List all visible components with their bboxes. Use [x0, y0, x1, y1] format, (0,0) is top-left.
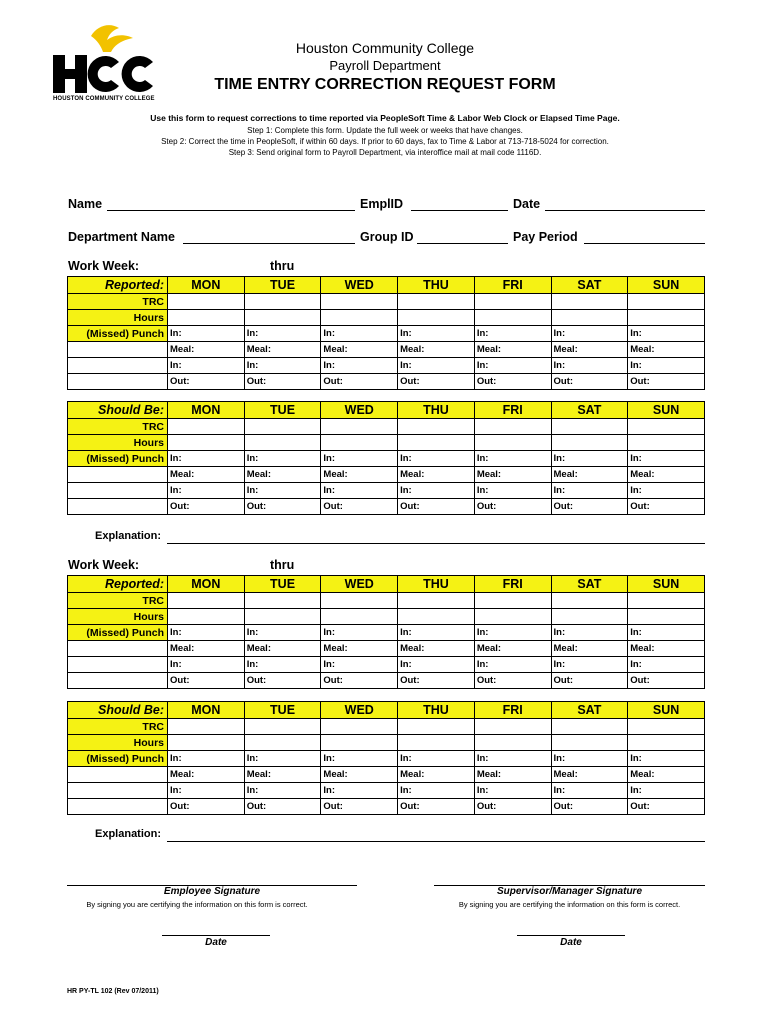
hours-cell[interactable]: [474, 310, 551, 326]
week1-reported-table: [67, 276, 705, 390]
hours-cell[interactable]: [244, 310, 321, 326]
out-cell[interactable]: Out:: [168, 799, 245, 815]
trc-label: TRC: [68, 294, 168, 310]
in-cell[interactable]: In:: [244, 625, 321, 641]
emplid-label: EmplID: [360, 197, 404, 211]
day-header: WED: [321, 702, 398, 719]
hours-cell[interactable]: [321, 609, 398, 625]
out-cell[interactable]: Out:: [628, 499, 705, 515]
day-header: WED: [321, 277, 398, 294]
work-week-label: Work Week:: [68, 259, 140, 273]
in-cell[interactable]: In:: [321, 751, 398, 767]
meal-cell[interactable]: Meal:: [474, 342, 551, 358]
trc-cell[interactable]: [474, 593, 551, 609]
hours-cell[interactable]: [168, 435, 245, 451]
hours-cell[interactable]: [551, 435, 628, 451]
day-header: FRI: [474, 702, 551, 719]
out-cell[interactable]: Out:: [398, 374, 475, 390]
reported-label: Reported:: [68, 576, 168, 593]
trc-cell[interactable]: [628, 593, 705, 609]
hours-cell[interactable]: [244, 609, 321, 625]
group-id-field[interactable]: [417, 243, 508, 244]
hours-cell[interactable]: [321, 735, 398, 751]
in-cell[interactable]: In:: [551, 625, 628, 641]
out-cell[interactable]: Out:: [551, 374, 628, 390]
day-header: SUN: [628, 277, 705, 294]
in-cell[interactable]: In:: [551, 326, 628, 342]
hours-cell[interactable]: [398, 609, 475, 625]
meal-cell[interactable]: Meal:: [474, 641, 551, 657]
in-cell[interactable]: In:: [244, 326, 321, 342]
row-spacer: [68, 374, 168, 390]
in-cell[interactable]: In:: [244, 483, 321, 499]
day-header: MON: [168, 702, 245, 719]
hours-cell[interactable]: [321, 435, 398, 451]
trc-cell[interactable]: [398, 419, 475, 435]
row-spacer: [68, 483, 168, 499]
in-cell[interactable]: In:: [474, 625, 551, 641]
meal-cell[interactable]: Meal:: [321, 641, 398, 657]
in-cell[interactable]: In:: [168, 751, 245, 767]
in-cell[interactable]: In:: [321, 326, 398, 342]
meal-cell[interactable]: Meal:: [551, 467, 628, 483]
meal-cell[interactable]: Meal:: [168, 467, 245, 483]
department-name: Payroll Department: [329, 58, 441, 73]
hours-cell[interactable]: [168, 735, 245, 751]
meal-cell[interactable]: Meal:: [398, 767, 475, 783]
day-header: SUN: [628, 576, 705, 593]
in-cell[interactable]: In:: [168, 657, 245, 673]
in-cell[interactable]: In:: [551, 451, 628, 467]
department-field[interactable]: [183, 243, 355, 244]
should-be-label: Should Be:: [68, 702, 168, 719]
meal-cell[interactable]: Meal:: [398, 342, 475, 358]
in-cell[interactable]: In:: [628, 751, 705, 767]
trc-cell[interactable]: [244, 294, 321, 310]
in-cell[interactable]: In:: [398, 451, 475, 467]
in-cell[interactable]: In:: [551, 657, 628, 673]
missed-punch-label: (Missed) Punch: [68, 451, 168, 467]
instructions-step2: Step 2: Correct the time in PeopleSoft, if within 60 days. If prior to 60 days, fax to Time & Labor at 713-718-5024 for correction.: [161, 137, 609, 146]
in-cell[interactable]: In:: [168, 358, 245, 374]
in-cell[interactable]: In:: [244, 451, 321, 467]
day-header: WED: [321, 576, 398, 593]
should-be-label: Should Be:: [68, 402, 168, 419]
out-cell[interactable]: Out:: [168, 673, 245, 689]
in-cell[interactable]: In:: [168, 783, 245, 799]
out-cell[interactable]: Out:: [244, 673, 321, 689]
in-cell[interactable]: In:: [398, 358, 475, 374]
in-cell[interactable]: In:: [551, 751, 628, 767]
thru-label: thru: [270, 259, 295, 273]
meal-cell[interactable]: Meal:: [628, 467, 705, 483]
in-cell[interactable]: In:: [628, 358, 705, 374]
in-cell[interactable]: In:: [398, 483, 475, 499]
department-label: Department Name: [68, 230, 175, 244]
hours-cell[interactable]: [551, 609, 628, 625]
meal-cell[interactable]: Meal:: [168, 641, 245, 657]
in-cell[interactable]: In:: [244, 783, 321, 799]
explanation-label: Explanation:: [95, 828, 162, 840]
day-header: FRI: [474, 402, 551, 419]
trc-cell[interactable]: [321, 719, 398, 735]
day-header: TUE: [244, 277, 321, 294]
hours-cell[interactable]: [398, 435, 475, 451]
in-cell[interactable]: In:: [628, 625, 705, 641]
trc-cell[interactable]: [321, 419, 398, 435]
day-header: FRI: [474, 576, 551, 593]
reported-label: Reported:: [68, 277, 168, 294]
trc-cell[interactable]: [168, 294, 245, 310]
in-cell[interactable]: In:: [398, 625, 475, 641]
day-header: TUE: [244, 402, 321, 419]
hours-cell[interactable]: [398, 310, 475, 326]
trc-cell[interactable]: [551, 419, 628, 435]
out-cell[interactable]: Out:: [321, 499, 398, 515]
in-cell[interactable]: In:: [244, 657, 321, 673]
trc-cell[interactable]: [398, 593, 475, 609]
row-spacer: [68, 657, 168, 673]
college-name: Houston Community College: [295, 40, 475, 56]
meal-cell[interactable]: Meal:: [551, 641, 628, 657]
in-cell[interactable]: In:: [628, 783, 705, 799]
trc-cell[interactable]: [321, 593, 398, 609]
trc-cell[interactable]: [474, 719, 551, 735]
trc-cell[interactable]: [244, 719, 321, 735]
in-cell[interactable]: In:: [244, 358, 321, 374]
meal-cell[interactable]: Meal:: [551, 767, 628, 783]
name-field[interactable]: [107, 210, 355, 211]
hours-cell[interactable]: [551, 735, 628, 751]
meal-cell[interactable]: Meal:: [168, 767, 245, 783]
work-week-label: Work Week:: [68, 558, 140, 572]
out-cell[interactable]: Out:: [321, 799, 398, 815]
week2-reported-table: [67, 575, 705, 689]
employee-date-label: Date: [205, 937, 227, 948]
hours-cell[interactable]: [628, 735, 705, 751]
hours-label: Hours: [68, 609, 168, 625]
trc-cell[interactable]: [628, 294, 705, 310]
supervisor-date-field[interactable]: [517, 935, 625, 936]
in-cell[interactable]: In:: [551, 358, 628, 374]
in-cell[interactable]: In:: [168, 326, 245, 342]
out-cell[interactable]: Out:: [244, 499, 321, 515]
in-cell[interactable]: In:: [321, 483, 398, 499]
group-id-label: Group ID: [360, 230, 414, 244]
day-header: THU: [398, 277, 475, 294]
supervisor-certify-note: By signing you are certifying the information on this form is correct.: [458, 900, 681, 909]
missed-punch-label: (Missed) Punch: [68, 625, 168, 641]
hours-cell[interactable]: [474, 735, 551, 751]
in-cell[interactable]: In:: [398, 657, 475, 673]
trc-cell[interactable]: [551, 719, 628, 735]
meal-cell[interactable]: Meal:: [321, 767, 398, 783]
in-cell[interactable]: In:: [321, 451, 398, 467]
in-cell[interactable]: In:: [551, 783, 628, 799]
day-header: SAT: [551, 277, 628, 294]
out-cell[interactable]: Out:: [474, 374, 551, 390]
supervisor-signature-label: Supervisor/Manager Signature: [496, 886, 643, 897]
out-cell[interactable]: Out:: [551, 799, 628, 815]
hours-cell[interactable]: [321, 310, 398, 326]
row-spacer: [68, 641, 168, 657]
instructions-step3: Step 3: Send original form to Payroll Department, via interoffice mail at mail code 1116D.: [228, 148, 542, 157]
day-header: SAT: [551, 576, 628, 593]
in-cell[interactable]: In:: [628, 326, 705, 342]
trc-cell[interactable]: [474, 419, 551, 435]
meal-cell[interactable]: Meal:: [551, 342, 628, 358]
supervisor-date-label: Date: [560, 937, 582, 948]
explanation-label: Explanation:: [95, 530, 162, 542]
out-cell[interactable]: Out:: [244, 374, 321, 390]
out-cell[interactable]: Out:: [321, 673, 398, 689]
hours-cell[interactable]: [628, 609, 705, 625]
meal-cell[interactable]: Meal:: [474, 467, 551, 483]
meal-cell[interactable]: Meal:: [474, 767, 551, 783]
row-spacer: [68, 467, 168, 483]
out-cell[interactable]: Out:: [474, 499, 551, 515]
trc-cell[interactable]: [168, 719, 245, 735]
trc-cell[interactable]: [398, 719, 475, 735]
trc-cell[interactable]: [321, 294, 398, 310]
hours-label: Hours: [68, 735, 168, 751]
row-spacer: [68, 358, 168, 374]
day-header: TUE: [244, 576, 321, 593]
day-header: SUN: [628, 702, 705, 719]
meal-cell[interactable]: Meal:: [628, 767, 705, 783]
row-spacer: [68, 499, 168, 515]
emplid-field[interactable]: [411, 210, 508, 211]
in-cell[interactable]: In:: [474, 358, 551, 374]
hours-label: Hours: [68, 310, 168, 326]
meal-cell[interactable]: Meal:: [628, 641, 705, 657]
trc-cell[interactable]: [244, 593, 321, 609]
day-header: THU: [398, 702, 475, 719]
in-cell[interactable]: In:: [321, 783, 398, 799]
day-header: MON: [168, 277, 245, 294]
hours-cell[interactable]: [168, 609, 245, 625]
in-cell[interactable]: In:: [168, 451, 245, 467]
in-cell[interactable]: In:: [551, 483, 628, 499]
out-cell[interactable]: Out:: [628, 374, 705, 390]
trc-cell[interactable]: [551, 294, 628, 310]
in-cell[interactable]: In:: [628, 657, 705, 673]
hours-label: Hours: [68, 435, 168, 451]
meal-cell[interactable]: Meal:: [244, 767, 321, 783]
out-cell[interactable]: Out:: [168, 374, 245, 390]
meal-cell[interactable]: Meal:: [244, 467, 321, 483]
meal-cell[interactable]: Meal:: [244, 342, 321, 358]
out-cell[interactable]: Out:: [398, 499, 475, 515]
employee-date-field[interactable]: [162, 935, 270, 936]
meal-cell[interactable]: Meal:: [398, 467, 475, 483]
explanation-field[interactable]: [167, 543, 705, 544]
trc-cell[interactable]: [551, 593, 628, 609]
trc-cell[interactable]: [398, 294, 475, 310]
row-spacer: [68, 799, 168, 815]
in-cell[interactable]: In:: [474, 483, 551, 499]
row-spacer: [68, 342, 168, 358]
meal-cell[interactable]: Meal:: [628, 342, 705, 358]
day-header: SAT: [551, 702, 628, 719]
trc-cell[interactable]: [628, 719, 705, 735]
instructions-step1: Step 1: Complete this form. Update the full week or weeks that have changes.: [247, 126, 523, 135]
employee-certify-note: By signing you are certifying the information on this form is correct.: [86, 900, 308, 909]
out-cell[interactable]: Out:: [551, 499, 628, 515]
in-cell[interactable]: In:: [168, 625, 245, 641]
hours-cell[interactable]: [474, 435, 551, 451]
instructions-intro: Use this form to request corrections to time reported via PeopleSoft Time & Labor Web Clock or Elapsed Time Page.: [150, 113, 620, 123]
day-header: WED: [321, 402, 398, 419]
in-cell[interactable]: In:: [321, 358, 398, 374]
hours-cell[interactable]: [168, 310, 245, 326]
in-cell[interactable]: In:: [474, 326, 551, 342]
trc-cell[interactable]: [628, 419, 705, 435]
meal-cell[interactable]: Meal:: [398, 641, 475, 657]
row-spacer: [68, 673, 168, 689]
form-title: TIME ENTRY CORRECTION REQUEST FORM: [214, 76, 556, 93]
row-spacer: [68, 767, 168, 783]
in-cell[interactable]: In:: [168, 483, 245, 499]
logo-subtitle: HOUSTON COMMUNITY COLLEGE: [53, 96, 155, 102]
pay-period-field[interactable]: [584, 243, 705, 244]
in-cell[interactable]: In:: [398, 326, 475, 342]
explanation-field[interactable]: [167, 841, 705, 842]
day-header: MON: [168, 402, 245, 419]
out-cell[interactable]: Out:: [474, 799, 551, 815]
in-cell[interactable]: In:: [321, 657, 398, 673]
hours-cell[interactable]: [551, 310, 628, 326]
meal-cell[interactable]: Meal:: [168, 342, 245, 358]
trc-cell[interactable]: [244, 419, 321, 435]
hours-cell[interactable]: [474, 609, 551, 625]
out-cell[interactable]: Out:: [551, 673, 628, 689]
trc-label: TRC: [68, 593, 168, 609]
in-cell[interactable]: In:: [474, 751, 551, 767]
meal-cell[interactable]: Meal:: [244, 641, 321, 657]
row-spacer: [68, 783, 168, 799]
meal-cell[interactable]: Meal:: [321, 342, 398, 358]
in-cell[interactable]: In:: [398, 783, 475, 799]
trc-cell[interactable]: [168, 419, 245, 435]
out-cell[interactable]: Out:: [628, 799, 705, 815]
pay-period-label: Pay Period: [513, 230, 578, 244]
day-header: TUE: [244, 702, 321, 719]
hours-cell[interactable]: [244, 435, 321, 451]
in-cell[interactable]: In:: [398, 751, 475, 767]
out-cell[interactable]: Out:: [321, 374, 398, 390]
day-header: SUN: [628, 402, 705, 419]
meal-cell[interactable]: Meal:: [321, 467, 398, 483]
day-header: SAT: [551, 402, 628, 419]
in-cell[interactable]: In:: [474, 657, 551, 673]
out-cell[interactable]: Out:: [398, 799, 475, 815]
in-cell[interactable]: In:: [474, 451, 551, 467]
out-cell[interactable]: Out:: [244, 799, 321, 815]
missed-punch-label: (Missed) Punch: [68, 751, 168, 767]
hours-cell[interactable]: [628, 310, 705, 326]
missed-punch-label: (Missed) Punch: [68, 326, 168, 342]
week2-should-be-table: [67, 701, 705, 815]
trc-cell[interactable]: [474, 294, 551, 310]
out-cell[interactable]: Out:: [474, 673, 551, 689]
in-cell[interactable]: In:: [628, 483, 705, 499]
hours-cell[interactable]: [244, 735, 321, 751]
day-header: FRI: [474, 277, 551, 294]
day-header: THU: [398, 402, 475, 419]
employee-signature-label: Employee Signature: [163, 886, 261, 897]
hours-cell[interactable]: [628, 435, 705, 451]
out-cell[interactable]: Out:: [628, 673, 705, 689]
trc-cell[interactable]: [168, 593, 245, 609]
trc-label: TRC: [68, 419, 168, 435]
in-cell[interactable]: In:: [628, 451, 705, 467]
out-cell[interactable]: Out:: [398, 673, 475, 689]
hours-cell[interactable]: [398, 735, 475, 751]
date-label: Date: [513, 197, 541, 211]
day-header: THU: [398, 576, 475, 593]
in-cell[interactable]: In:: [244, 751, 321, 767]
in-cell[interactable]: In:: [321, 625, 398, 641]
day-header: MON: [168, 576, 245, 593]
date-field[interactable]: [545, 210, 705, 211]
thru-label: thru: [270, 558, 295, 572]
out-cell[interactable]: Out:: [168, 499, 245, 515]
form-id: HR PY-TL 102 (Rev 07/2011): [67, 988, 159, 995]
in-cell[interactable]: In:: [474, 783, 551, 799]
week1-should-be-table: [67, 401, 705, 515]
trc-label: TRC: [68, 719, 168, 735]
name-label: Name: [68, 197, 103, 211]
